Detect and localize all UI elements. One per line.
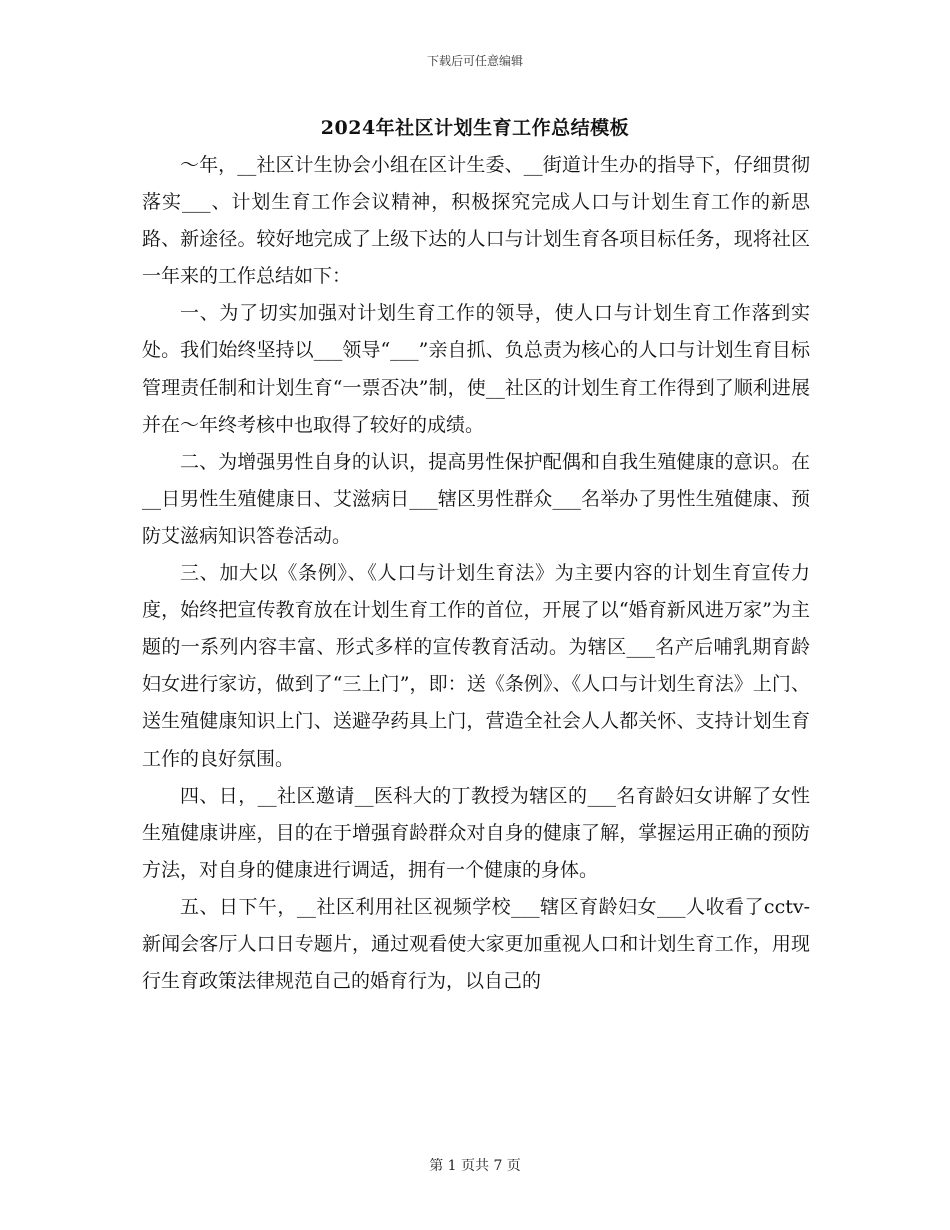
page-number: 第 1 页共 7 页 bbox=[429, 1158, 521, 1174]
page-header-note: 下载后可任意编辑 bbox=[426, 54, 523, 68]
paragraph-section-4: 四、日，__社区邀请__医科大的丁教授为辖区的___名育龄妇女讲解了女性生殖健康讲座，目的在于增强育龄群众对自身的健康了解，掌握运用正确的预防方法，对自身的健康进行调适，拥有一个健康的身体。 bbox=[142, 784, 810, 881]
paragraph-intro: ～年，__社区计生协会小组在区计生委、__街道计生办的指导下，仔细贯彻落实___、计划生育工作会议精神，积极探究完成人口与计划生育工作的新思路、新途径。较好地完成了上级下达的人口与计划生育各项目标任务，现将社区一年来的工作总结如下： bbox=[142, 154, 810, 288]
document-title: 2024年社区计划生育工作总结模板 bbox=[320, 117, 630, 139]
paragraph-section-5: 五、日下午，__社区利用社区视频学校___辖区育龄妇女___人收看了cctv-新闻会客厅人口日专题片，通过观看使大家更加重视人口和计划生育工作，用现行生育政策法律规范自己的婚育行为，以自己的 bbox=[142, 895, 810, 993]
paragraph-section-1: 一、为了切实加强对计划生育工作的领导，使人口与计划生育工作落到实处。我们始终坚持以___领导“___”亲自抓、负总责为核心的人口与计划生育目标管理责任制和计划生育“一票否决”制，使__社区的计划生育工作得到了顺利进展并在～年终考核中也取得了较好的成绩。 bbox=[142, 302, 810, 436]
paragraph-section-3: 三、加大以《条例》、《人口与计划生育法》为主要内容的计划生育宣传力度，始终把宣传教育放在计划生育工作的首位，开展了以“婚育新风进万家”为主题的一系列内容丰富、形式多样的宣传教育活动。为辖区___名产后哺乳期育龄妇女进行家访，做到了“三上门”，即：送《条例》、《人口与计划生育法》上门、送生殖健康知识上门、送避孕药具上门，营造全社会人人都关怀、支持计划生育工作的良好氛围。 bbox=[142, 562, 810, 770]
document-body bbox=[142, 147, 810, 1000]
paragraph-section-2: 二、为增强男性自身的认识，提高男性保护配偶和自我生殖健康的意识。在__日男性生殖健康日、艾滋病日___辖区男性群众___名举办了男性生殖健康、预防艾滋病知识答卷活动。 bbox=[142, 450, 810, 547]
